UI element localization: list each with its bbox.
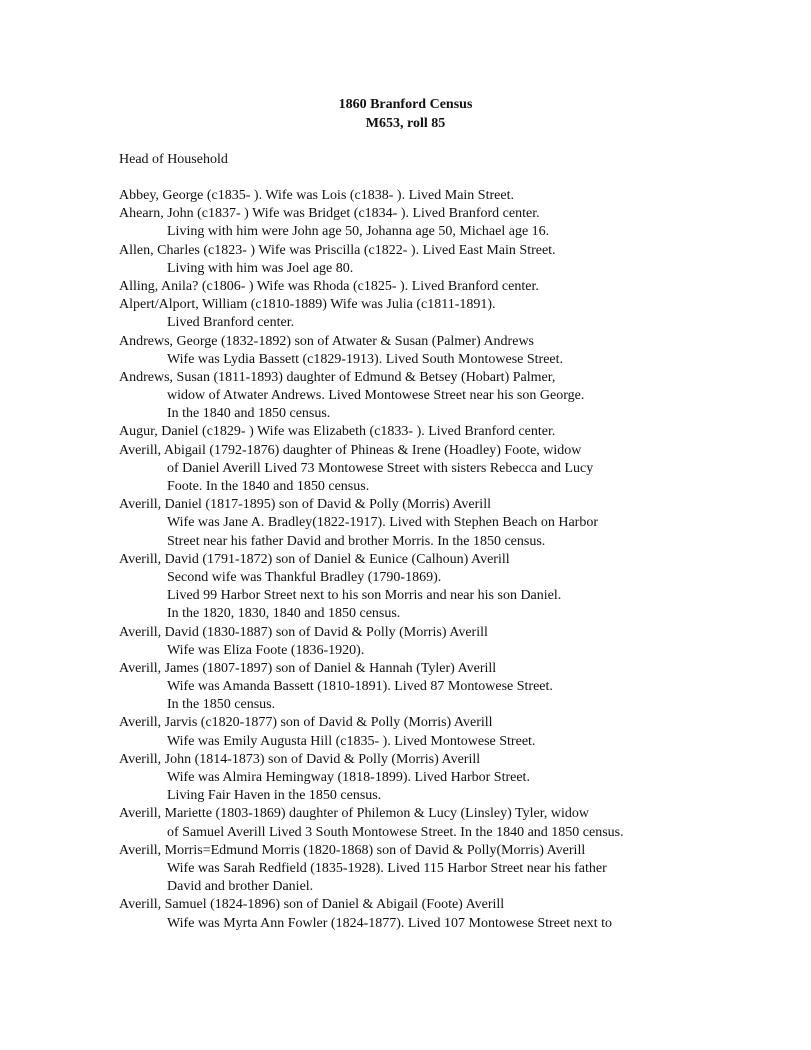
entry-continuation-line: In the 1820, 1830, 1840 and 1850 census. (167, 606, 401, 622)
entry-head-line: Averill, Daniel (1817-1895) son of David & Polly (Morris) Averill (119, 497, 491, 513)
household-entry (119, 278, 799, 296)
entry-head-line: Andrews, George (1832-1892) son of Atwater & Susan (Palmer) Andrews (119, 333, 534, 349)
household-entry (119, 896, 799, 932)
entry-continuation-line: In the 1840 and 1850 census. (167, 406, 331, 422)
household-entry (119, 242, 799, 278)
household-entry (119, 624, 799, 660)
entry-head-line: Averill, Samuel (1824-1896) son of Daniel & Abigail (Foote) Averill (119, 897, 505, 913)
entry-continuation-line: Living with him were John age 50, Johanna age 50, Michael age 16. (167, 224, 550, 240)
household-entry (119, 205, 799, 241)
household-entry (119, 842, 799, 897)
entry-continuation-line: Wife was Amanda Bassett (1810-1891). Lived 87 Montowese Street. (167, 679, 553, 695)
household-entry (119, 496, 799, 551)
household-entry (119, 333, 799, 369)
entry-continuation-line: Wife was Eliza Foote (1836-1920). (167, 642, 365, 658)
entry-head-line: Averill, James (1807-1897) son of Daniel & Hannah (Tyler) Averill (119, 660, 497, 676)
entry-head-line: Augur, Daniel (c1829- ) Wife was Elizabeth (c1833- ). Lived Branford center. (119, 424, 556, 440)
entry-continuation-line: Wife was Jane A. Bradley(1822-1917). Lived with Stephen Beach on Harbor (167, 515, 598, 531)
household-entry (119, 660, 799, 715)
entry-continuation-line: David and brother Daniel. (167, 879, 314, 895)
entry-continuation-line: Wife was Emily Augusta Hill (c1835- ). Lived Montowese Street. (167, 733, 536, 749)
entry-head-line: Averill, David (1830-1887) son of David & Polly (Morris) Averill (119, 624, 488, 640)
section-label: Head of Household (119, 152, 228, 167)
household-entry (119, 805, 799, 841)
entry-continuation-line: Living Fair Haven in the 1850 census. (167, 788, 382, 804)
entry-head-line: Averill, Mariette (1803-1869) daughter of Philemon & Lucy (Linsley) Tyler, widow (119, 806, 589, 822)
entry-continuation-line: of Daniel Averill Lived 73 Montowese Street with sisters Rebecca and Lucy (167, 460, 594, 476)
entry-head-line: Alling, Anila? (c1806- ) Wife was Rhoda (c1825- ). Lived Branford center. (119, 278, 539, 294)
entry-head-line: Allen, Charles (c1823- ) Wife was Priscilla (c1822- ). Lived East Main Street. (119, 242, 556, 258)
household-entry (119, 714, 799, 750)
entry-continuation-line: Wife was Myrta Ann Fowler (1824-1877). Lived 107 Montowese Street next to (167, 915, 613, 931)
household-entry (119, 751, 799, 806)
household-entry (119, 296, 799, 332)
entry-head-line: Averill, David (1791-1872) son of Daniel & Eunice (Calhoun) Averill (119, 551, 510, 567)
household-entry (119, 442, 799, 497)
household-entries (119, 187, 799, 933)
document-subtitle: M653, roll 85 (365, 116, 446, 131)
entry-head-line: Abbey, George (c1835- ). Wife was Lois (c1838- ). Lived Main Street. (119, 188, 514, 203)
household-entry (119, 187, 799, 205)
entry-head-line: Averill, John (1814-1873) son of David & Polly (Morris) Averill (119, 751, 481, 767)
entry-head-line: Averill, Morris=Edmund Morris (1820-1868) son of David & Polly(Morris) Averill (119, 842, 586, 858)
entry-head-line: Andrews, Susan (1811-1893) daughter of Edmund & Betsey (Hobart) Palmer, (119, 369, 556, 385)
entry-head-line: Averill, Abigail (1792-1876) daughter of Phineas & Irene (Hoadley) Foote, widow (119, 442, 582, 458)
entry-head-line: Averill, Jarvis (c1820-1877) son of David & Polly (Morris) Averill (119, 715, 493, 731)
document-title: 1860 Branford Census (338, 97, 473, 112)
entry-continuation-line: Wife was Sarah Redfield (1835-1928). Lived 115 Harbor Street near his father (167, 860, 607, 876)
household-entry (119, 551, 799, 624)
entry-continuation-line: Street near his father David and brother Morris. In the 1850 census. (167, 533, 546, 549)
entry-continuation-line: of Samuel Averill Lived 3 South Montowese Street. In the 1840 and 1850 census. (167, 824, 624, 840)
entry-continuation-line: Lived 99 Harbor Street next to his son Morris and near his son Daniel. (167, 588, 562, 604)
entry-continuation-line: Wife was Lydia Bassett (c1829-1913). Lived South Montowese Street. (167, 351, 564, 367)
title-block (0, 95, 811, 133)
entry-continuation-line: Wife was Almira Hemingway (1818-1899). Lived Harbor Street. (167, 770, 530, 785)
entry-continuation-line: Lived Branford center. (167, 315, 295, 331)
entry-head-line: Alpert/Alport, William (c1810-1889) Wife was Julia (c1811-1891). (119, 297, 496, 313)
entry-head-line: Ahearn, John (c1837- ) Wife was Bridget (c1834- ). Lived Branford center. (119, 206, 540, 222)
entry-continuation-line: In the 1850 census. (167, 697, 276, 713)
entry-continuation-line: widow of Atwater Andrews. Lived Montowese Street near his son George. (167, 388, 585, 404)
entry-continuation-line: Second wife was Thankful Bradley (1790-1869). (167, 569, 442, 585)
entry-continuation-line: Foote. In the 1840 and 1850 census. (167, 479, 370, 494)
household-entry (119, 369, 799, 424)
household-entry (119, 423, 799, 441)
entry-continuation-line: Living with him was Joel age 80. (167, 260, 354, 276)
